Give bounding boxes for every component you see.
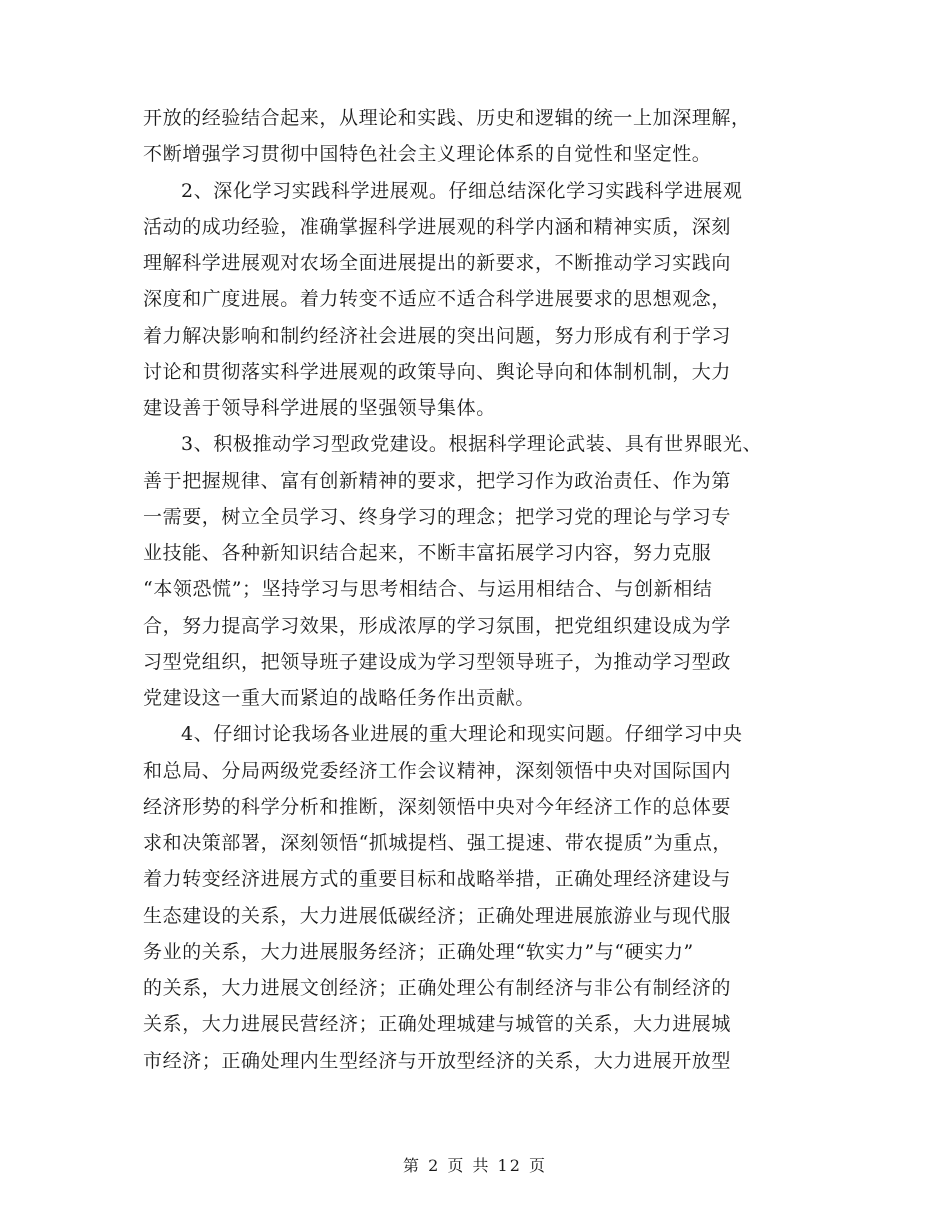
text-line: 生态建设的关系，大力进展低碳经济；正确处理进展旅游业与现代服 <box>143 904 732 927</box>
document-body <box>143 100 823 1079</box>
text-line: 活动的成功经验，准确掌握科学进展观的科学内涵和精神实质，深刻 <box>143 215 732 238</box>
text-line: 深度和广度进展。着力转变不适应不适合科学进展要求的思想观念， <box>143 288 732 311</box>
text-line: 一需要，树立全员学习、终身学习的理念；把学习党的理论与学习专 <box>143 505 732 528</box>
text-line: 着力解决影响和制约经济社会进展的突出问题，努力形成有利于学习 <box>143 324 732 347</box>
text-line: 合，努力提高学习效果，形成浓厚的学习氛围，把党组织建设成为学 <box>143 614 732 637</box>
text-line: “本领恐慌”；坚持学习与思考相结合、与运用相结合、与创新相结 <box>143 578 713 601</box>
text-line: 市经济；正确处理内生型经济与开放型经济的关系，大力进展开放型 <box>143 1049 732 1072</box>
text-line: 务业的关系，大力进展服务经济；正确处理“软实力”与“硬实力” <box>143 940 694 963</box>
text-line: 着力转变经济进展方式的重要目标和战略举措，正确处理经济建设与 <box>143 868 732 891</box>
text-line: 建设善于领导科学进展的坚强领导集体。 <box>143 397 496 419</box>
text-line: 的关系，大力进展文创经济；正确处理公有制经济与非公有制经济的 <box>143 977 732 999</box>
text-line: 关系，大力进展民营经济；正确处理城建与城管的关系，大力进展城 <box>143 1013 732 1036</box>
text-line: 党建设这一重大而紧迫的战略任务作出贡献。 <box>143 687 536 709</box>
paragraph-first-line: 4、仔细讨论我场各业进展的重大理论和现实问题。仔细学习中央 <box>181 723 743 746</box>
text-line: 理解科学进展观对农场全面进展提出的新要求，不断推动学习实践向 <box>143 252 732 274</box>
text-line: 善于把握规律、富有创新精神的要求，把学习作为政治责任、作为第 <box>143 469 732 492</box>
text-line: 习型党组织，把领导班子建设成为学习型领导班子，为推动学习型政 <box>143 650 732 673</box>
paragraph-first-line: 3、积极推动学习型政党建设。根据科学理论武装、具有世界眼光、 <box>181 433 763 456</box>
paragraph-first-line: 2、深化学习实践科学进展观。仔细总结深化学习实践科学进展观 <box>181 179 743 202</box>
page-footer: 第 2 页 共 12 页 <box>403 1156 547 1175</box>
text-line: 和总局、分局两级党委经济工作会议精神，深刻领悟中央对国际国内 <box>143 759 732 782</box>
text-line: 经济形势的科学分析和推断，深刻领悟中央对今年经济工作的总体要 <box>143 795 732 818</box>
text-line: 不断增强学习贯彻中国特色社会主义理论体系的自觉性和坚定性。 <box>143 143 712 166</box>
text-line: 业技能、各种新知识结合起来，不断丰富拓展学习内容，努力克服 <box>143 542 712 564</box>
text-line: 求和决策部署，深刻领悟“抓城提档、强工提速、带农提质”为重点， <box>143 832 733 854</box>
text-line: 开放的经验结合起来，从理论和实践、历史和逻辑的统一上加深理解， <box>143 107 751 129</box>
text-line: 讨论和贯彻落实科学进展观的政策导向、舆论导向和体制机制，大力 <box>143 360 732 383</box>
